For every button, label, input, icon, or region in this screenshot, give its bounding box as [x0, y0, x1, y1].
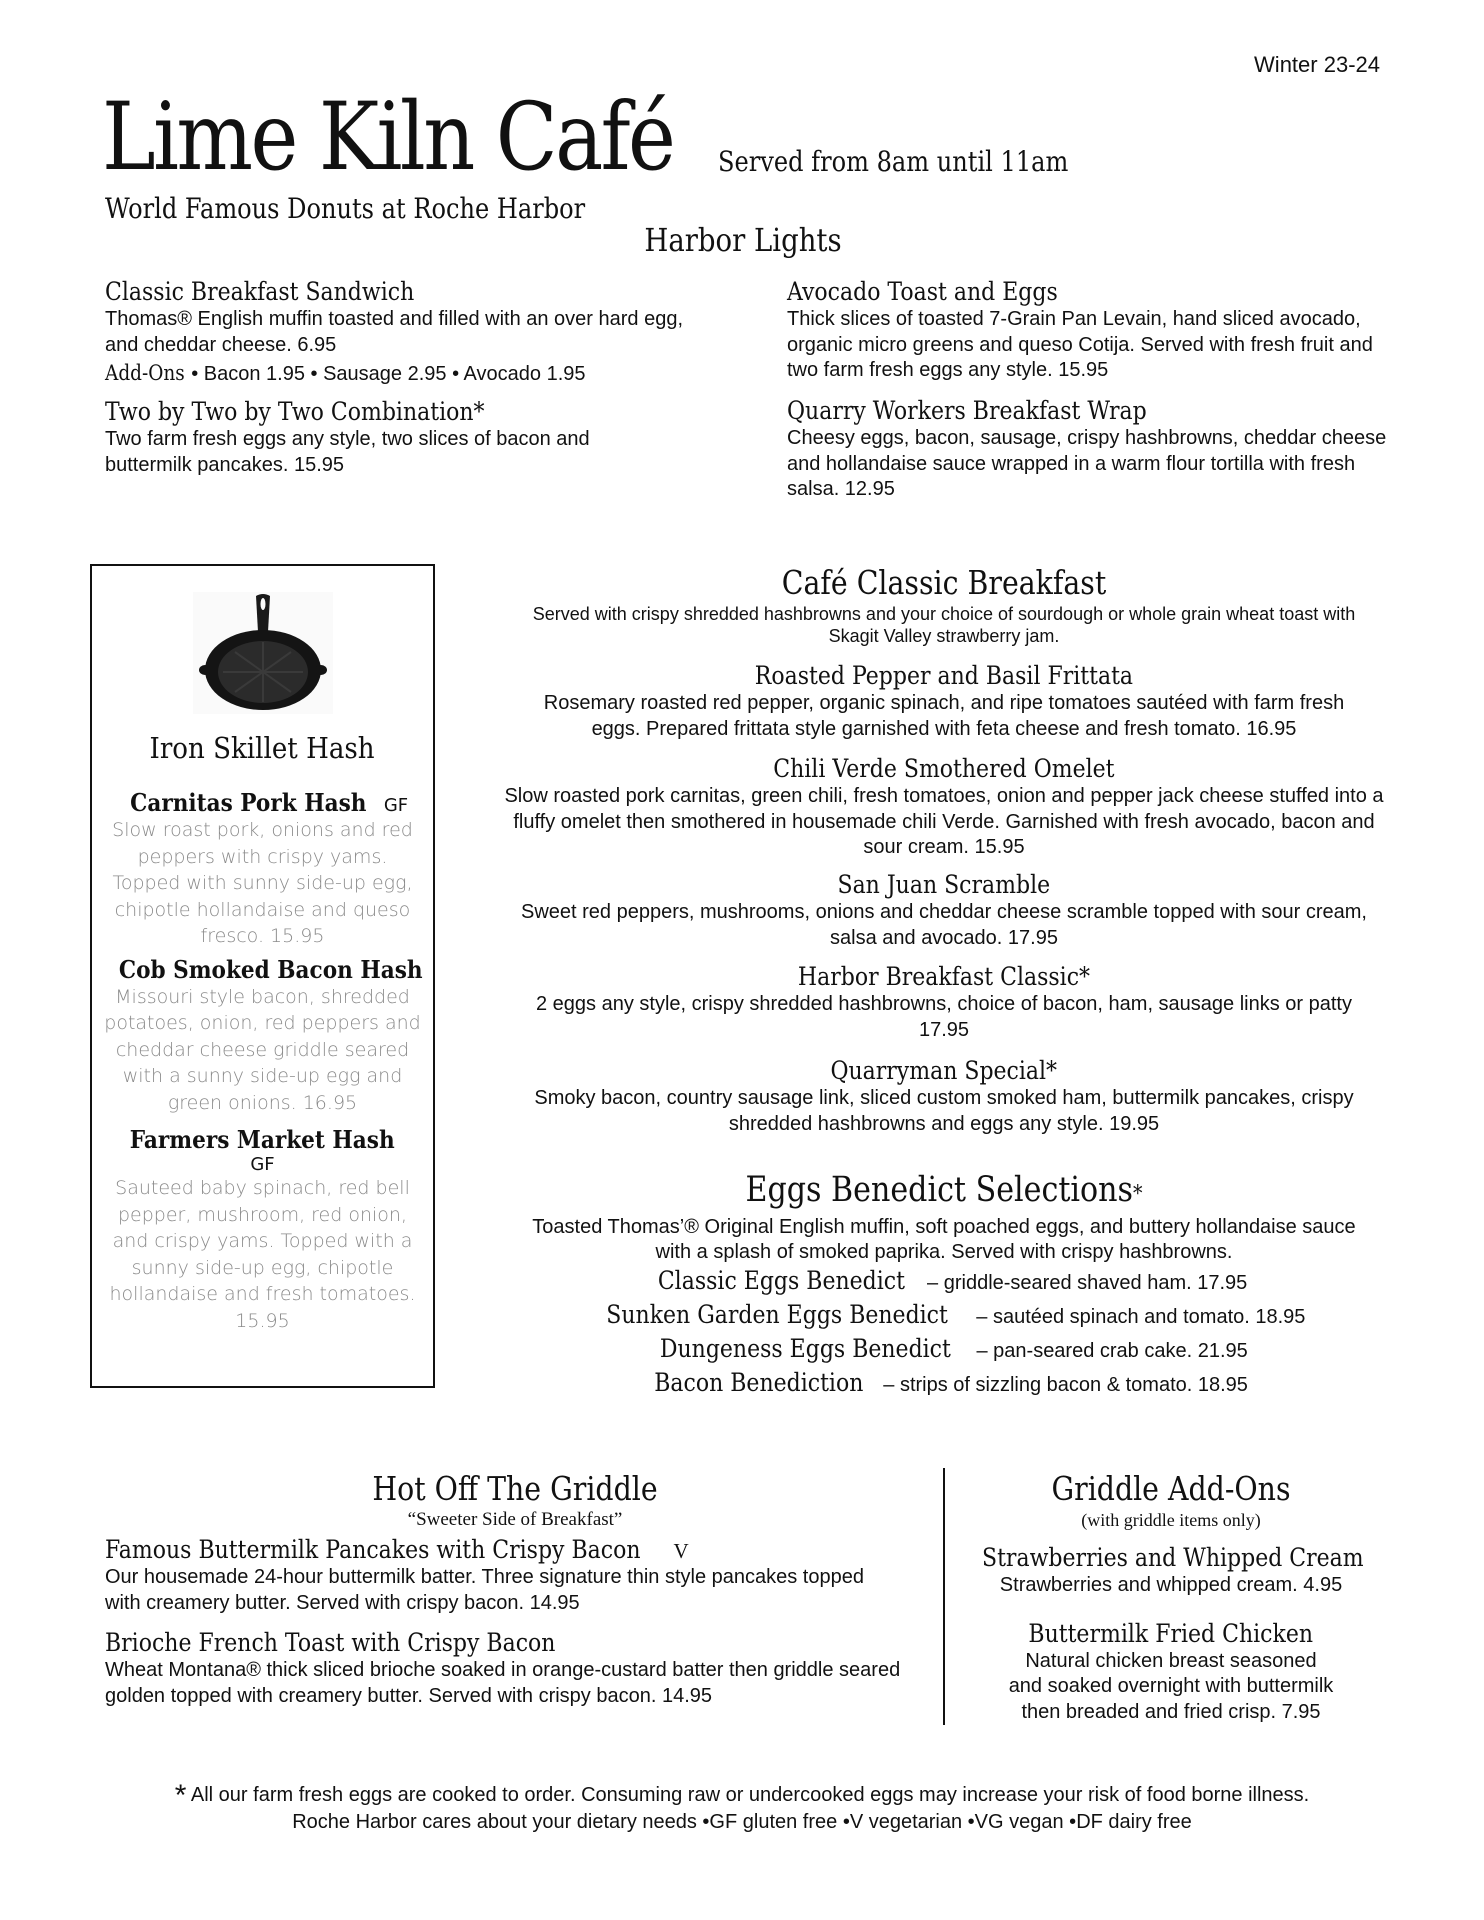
item-description: Slow roasted pork carnitas, green chili, fresh tomatoes, onion and pepper jack cheese stuffed into a fluffy omelet then smothered in housemade chili Verde. Garnished with fresh avocado, bacon and sour cream. 15.95 [504, 785, 1384, 858]
item-name: Strawberries and Whipped Cream [982, 1543, 1364, 1572]
griddle-addons-section [956, 1469, 1386, 1725]
footer-note [60, 1779, 1424, 1836]
cafe-classic-section [500, 563, 1388, 647]
menu-item [787, 277, 1407, 384]
item-description: Sauteed baby spinach, red bell pepper, mushroom, red onion, and crispy yams. Topped with a sunny side-up egg, chipotle hollandaise and fresh tomatoes. 15.95 [109, 1177, 416, 1332]
addons-label: Add-Ons [105, 361, 185, 385]
item-name: Famous Buttermilk Pancakes with Crispy Bacon [105, 1535, 641, 1564]
skillet-icon [92, 592, 433, 714]
harbor-lights-section [443, 220, 1043, 260]
item-name: Roasted Pepper and Basil Frittata [754, 661, 1134, 690]
column-divider [943, 1468, 945, 1725]
item-name: Quarry Workers Breakfast Wrap [787, 396, 1147, 425]
benedict-section [500, 1170, 1388, 1401]
item-name: Chili Verde Smothered Omelet [773, 754, 1115, 783]
hash-item [92, 956, 433, 1117]
addon-item [956, 1543, 1386, 1599]
item-name: Harbor Breakfast Classic* [797, 962, 1091, 991]
item-description: 2 eggs any style, crispy shredded hashbrowns, choice of bacon, ham, sausage links or patty 17.95 [535, 993, 1352, 1041]
section-heading: Griddle Add-Ons [1051, 1469, 1291, 1508]
item-name: San Juan Scramble [837, 870, 1051, 899]
menu-item [500, 962, 1388, 1043]
tagline: World Famous Donuts at Roche Harbor [105, 192, 586, 225]
season-label: Winter 23-24 [1254, 52, 1380, 77]
benedict-item [500, 1367, 1388, 1401]
hash-item [92, 789, 433, 950]
item-name: Avocado Toast and Eggs [787, 277, 1058, 306]
item-name: Sunken Garden Eggs Benedict [605, 1300, 948, 1329]
section-heading: Café Classic Breakfast [781, 563, 1107, 602]
item-description: Thick slices of toasted 7-Grain Pan Levain, hand sliced avocado, organic micro greens and queso Cotija. Served with fresh fruit and two farm fresh eggs any style. 15.95 [787, 308, 1373, 381]
serving-hours: Served from 8am until 11am [718, 145, 1069, 178]
item-name: Buttermilk Fried Chicken [1028, 1618, 1314, 1648]
item-description: Wheat Montana® thick sliced brioche soaked in orange-custard batter then griddle seared golden topped with creamery butter. Served with crispy bacon. 14.95 [105, 1659, 901, 1707]
item-name: Quarryman Special* [830, 1056, 1058, 1085]
section-heading: Iron Skillet Hash [149, 731, 376, 765]
section-subtitle: (with griddle items only) [1081, 1510, 1261, 1530]
section-heading: Eggs Benedict Selections [745, 1170, 1134, 1210]
item-description: Rosemary roasted red pepper, organic spinach, and ripe tomatoes sautéed with farm fresh eggs. Prepared frittata style garnished with feta cheese and fresh tomato. 16.95 [543, 692, 1345, 740]
item-name: Classic Breakfast Sandwich [105, 277, 415, 306]
griddle-section [215, 1469, 815, 1531]
item-name: Cob Smoked Bacon Hash [118, 954, 423, 984]
section-heading: Hot Off The Griddle [372, 1469, 658, 1508]
item-name: Two by Two by Two Combination* [105, 397, 485, 426]
item-description: Two farm fresh eggs any style, two slices of bacon and buttermilk pancakes. 15.95 [105, 428, 590, 476]
asterisk-mark: * [1133, 1182, 1143, 1207]
section-intro: Toasted Thomas’® Original English muffin, soft poached eggs, and buttery hollandaise sauce with a splash of smoked paprika. Served with crispy hashbrowns. [532, 1216, 1356, 1263]
dietary-tag: GF [383, 795, 409, 816]
item-description: – sautéed spinach and tomato. 18.95 [970, 1306, 1306, 1328]
item-description: Thomas® English muffin toasted and filled with an over hard egg, and cheddar cheese. 6.95 [105, 308, 684, 356]
benedict-item [500, 1333, 1388, 1367]
menu-item [500, 661, 1388, 742]
item-description: Smoky bacon, country sausage link, sliced custom smoked ham, buttermilk pancakes, crispy shredded hashbrowns and eggs any style. 19.95 [534, 1087, 1354, 1135]
restaurant-title: Lime Kiln Café [102, 83, 674, 192]
addons-list: • Bacon 1.95 • Sausage 2.95 • Avocado 1.95 [185, 363, 586, 385]
menu-item [787, 396, 1407, 503]
menu-item [105, 1628, 905, 1709]
item-description: Slow roast pork, onions and red peppers with crispy yams. Topped with sunny side-up egg, chipotle hollandaise and queso fresco. 15.95 [112, 819, 413, 947]
hash-item [92, 1126, 433, 1334]
item-description: Strawberries and whipped cream. 4.95 [999, 1574, 1343, 1596]
section-heading: Harbor Lights [644, 221, 842, 259]
item-description: – griddle-seared shaved ham. 17.95 [921, 1272, 1248, 1294]
item-name: Classic Eggs Benedict [657, 1266, 905, 1295]
dietary-tag: GF [250, 1154, 275, 1175]
item-name: Carnitas Pork Hash [129, 788, 367, 817]
item-description: – pan-seared crab cake. 21.95 [970, 1340, 1248, 1362]
item-description: Our housemade 24-hour buttermilk batter. Three signature thin style pancakes topped with creamery butter. Served with crispy bacon. 14.95 [105, 1566, 864, 1614]
benedict-item [500, 1299, 1388, 1333]
dietary-tag: V [673, 1539, 689, 1563]
asterisk-mark: * [174, 1779, 187, 1812]
item-description: Sweet red peppers, mushrooms, onions and cheddar cheese scramble topped with sour cream, salsa and avocado. 17.95 [520, 901, 1367, 949]
menu-item [500, 1056, 1388, 1137]
item-description: Missouri style bacon, shredded potatoes, onion, red peppers and cheddar cheese griddle seared with a sunny side-up egg and green onions. 16.95 [104, 985, 421, 1114]
iron-skillet-box [90, 564, 435, 1388]
menu-item [500, 870, 1388, 951]
item-description: Cheesy eggs, bacon, sausage, crispy hashbrowns, cheddar cheese and hollandaise sauce wrapped in a warm flour tortilla with fresh salsa. 12.95 [787, 427, 1387, 500]
menu-item [105, 277, 725, 388]
menu-item [105, 397, 725, 478]
addon-item [956, 1619, 1386, 1726]
item-name: Farmers Market Hash [130, 1125, 395, 1154]
item-name: Brioche French Toast with Crispy Bacon [105, 1628, 556, 1657]
item-description: – strips of sizzling bacon & tomato. 18.95 [877, 1374, 1248, 1396]
egg-warning: All our farm fresh eggs are cooked to order. Consuming raw or undercooked eggs may increase your risk of food borne illness. [190, 1784, 1310, 1806]
menu-item [105, 1535, 905, 1616]
benedict-item [500, 1265, 1388, 1299]
menu-item [500, 754, 1388, 861]
section-subtitle: “Sweeter Side of Breakfast” [407, 1509, 623, 1530]
item-name: Dungeness Eggs Benedict [660, 1334, 952, 1363]
item-name: Bacon Benediction [654, 1368, 864, 1397]
dietary-legend: Roche Harbor cares about your dietary needs •GF gluten free •V vegetarian •VG vegan •DF dairy free [292, 1811, 1192, 1833]
item-description: Natural chicken breast seasoned and soaked overnight with buttermilk then breaded and fried crisp. 7.95 [1008, 1649, 1334, 1723]
section-intro: Served with crispy shredded hashbrowns and your choice of sourdough or whole grain wheat toast with Skagit Valley strawberry jam. [532, 604, 1356, 646]
